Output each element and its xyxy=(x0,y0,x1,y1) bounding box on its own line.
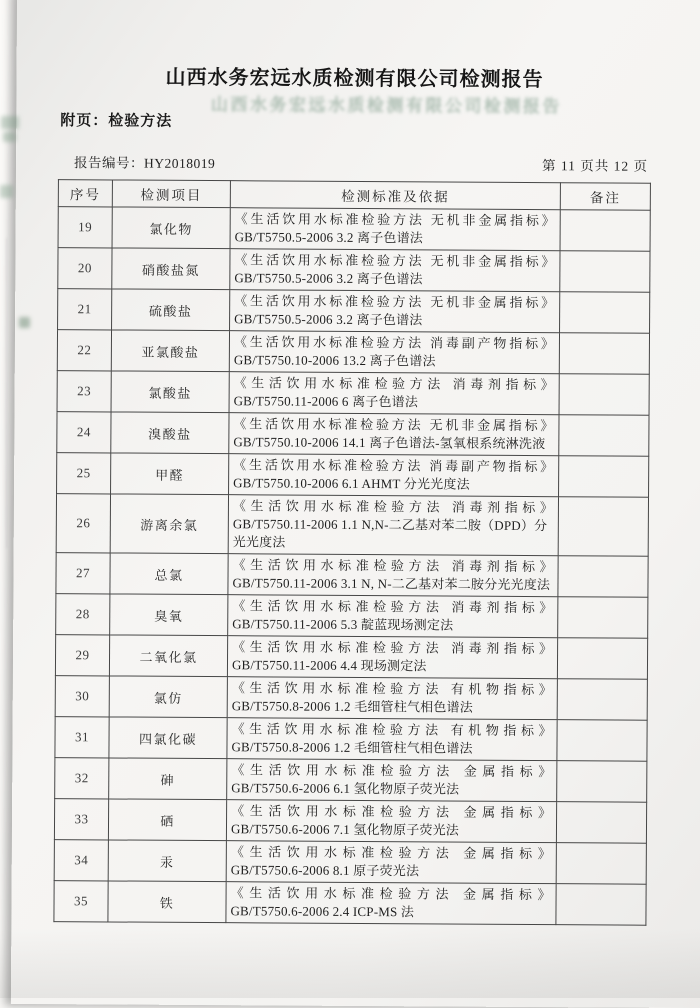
table-row xyxy=(54,881,646,926)
standard-title-line: 《生活饮用水标准检验方法 消毒剂指标》 xyxy=(232,639,554,657)
remark-cell xyxy=(559,333,649,375)
standard-title-line: 《生活饮用水标准检验方法 消毒剂指标》 xyxy=(232,498,554,516)
test-item-cell: 臭氧 xyxy=(110,594,228,636)
report-title: 山西水务宏远水质检测有限公司检测报告 xyxy=(165,66,544,92)
table-row xyxy=(56,594,648,639)
standard-title-line: 《生活饮用水标准检验方法 消毒副产物指标》 xyxy=(233,457,555,475)
bleedthrough-mark xyxy=(0,185,13,198)
remark-cell xyxy=(558,556,648,598)
attachment-subtitle: 附页：检验方法 xyxy=(60,112,173,130)
standard-method-line: GB/T5750.10-2006 14.1 离子色谱法-氢氧根系统淋洗液 xyxy=(233,434,546,452)
standard-cell xyxy=(227,718,557,761)
table-row xyxy=(56,494,648,557)
standard-method-line: GB/T5750.5-2006 3.2 离子色谱法 xyxy=(234,270,423,287)
table-row xyxy=(57,371,649,416)
standard-method-line: GB/T5750.11-2006 6 离子色谱法 xyxy=(233,393,419,410)
standard-cell xyxy=(228,495,558,556)
standard-title-line: 《生活饮用水标准检验方法 消毒副产物指标》 xyxy=(233,334,555,352)
remark-cell xyxy=(560,292,650,334)
standard-cell xyxy=(226,882,556,925)
remark-cell xyxy=(557,761,647,803)
table-row xyxy=(55,717,647,762)
table-row xyxy=(55,676,647,721)
standard-method-line: GB/T5750.8-2006 1.2 毛细管柱气相色谱法 xyxy=(231,698,474,715)
row-number-cell: 33 xyxy=(54,799,108,840)
standard-title-line: 《生活饮用水标准检验方法 消毒剂指标》 xyxy=(233,375,555,393)
report-number-value: HY2018019 xyxy=(144,155,216,172)
row-number-cell: 30 xyxy=(55,676,109,717)
standard-cell xyxy=(226,800,556,843)
bleedthrough-gridline xyxy=(6,238,7,548)
standard-cell xyxy=(229,372,559,415)
remark-cell xyxy=(559,456,649,498)
standard-method-line: GB/T5750.11-2006 1.1 N,N-二乙基对苯二胺（DPD）分光光度法 xyxy=(232,516,548,550)
methods-table-header xyxy=(58,180,650,211)
standard-cell xyxy=(228,554,558,597)
row-number-cell: 24 xyxy=(57,412,111,453)
row-number-cell: 23 xyxy=(57,371,111,412)
standard-title-line: 《生活饮用水标准检验方法 金属指标》 xyxy=(230,844,552,862)
standard-cell xyxy=(229,413,559,456)
remark-cell xyxy=(559,374,649,416)
table-row xyxy=(58,248,650,293)
standard-cell xyxy=(229,454,559,497)
col-header-standard: 检测标准及依据 xyxy=(230,181,560,210)
standard-cell xyxy=(229,331,559,374)
standard-cell xyxy=(227,677,557,720)
standard-method-line: GB/T5750.6-2006 6.1 氢化物原子荧光法 xyxy=(231,780,460,797)
standard-cell xyxy=(230,208,560,251)
standard-method-line: GB/T5750.10-2006 6.1 AHMT 分光光度法 xyxy=(233,475,470,492)
remark-cell xyxy=(556,843,646,885)
row-number-cell: 25 xyxy=(57,453,111,494)
methods-table xyxy=(53,179,651,926)
row-number-cell: 27 xyxy=(56,553,110,594)
table-row xyxy=(54,840,646,885)
paper-sheet xyxy=(11,0,700,1008)
remark-cell xyxy=(558,497,648,557)
remark-cell xyxy=(556,884,646,926)
test-item-cell: 总氯 xyxy=(110,553,228,595)
table-row xyxy=(58,207,650,252)
bleedthrough-title: 山西水务宏远水质检测有限公司检测报告 xyxy=(210,95,562,117)
test-item-cell: 二氧化氯 xyxy=(109,635,227,677)
col-header-no: 序号 xyxy=(58,180,112,207)
test-item-cell: 亚氯酸盐 xyxy=(111,330,229,372)
standard-title-line: 《生活饮用水标准检验方法 金属指标》 xyxy=(231,803,553,821)
remark-cell xyxy=(558,597,648,639)
standard-method-line: GB/T5750.6-2006 7.1 氢化物原子荧光法 xyxy=(230,821,460,838)
row-number-cell: 34 xyxy=(54,840,108,881)
standard-cell xyxy=(230,290,560,333)
test-item-cell: 氯酸盐 xyxy=(111,371,229,413)
col-header-item: 检测项目 xyxy=(112,180,230,208)
standard-title-line: 《生活饮用水标准检验方法 金属指标》 xyxy=(230,885,552,903)
standard-title-line: 《生活饮用水标准检验方法 无机非金属指标》 xyxy=(233,416,555,434)
test-item-cell: 氯化物 xyxy=(112,207,230,249)
standard-title-line: 《生活饮用水标准检验方法 无机非金属指标》 xyxy=(234,211,556,229)
remark-cell xyxy=(560,210,650,252)
row-number-cell: 29 xyxy=(55,635,109,676)
standard-method-line: GB/T5750.11-2006 4.4 现场测定法 xyxy=(231,657,427,674)
row-number-cell: 31 xyxy=(55,717,109,758)
remark-cell xyxy=(557,720,647,762)
test-item-cell: 砷 xyxy=(109,758,227,800)
standard-cell xyxy=(228,595,558,638)
remark-cell xyxy=(557,679,647,721)
test-item-cell: 溴酸盐 xyxy=(111,412,229,454)
standard-method-line: GB/T5750.5-2006 3.2 离子色谱法 xyxy=(234,229,424,246)
standard-title-line: 《生活饮用水标准检验方法 无机非金属指标》 xyxy=(234,252,556,270)
row-number-cell: 21 xyxy=(58,289,112,330)
row-number-cell: 22 xyxy=(57,330,111,371)
header-row xyxy=(58,180,650,211)
bleedthrough-mark xyxy=(1,116,19,129)
standard-method-line: GB/T5750.6-2006 8.1 原子荧光法 xyxy=(230,862,420,879)
table-row xyxy=(57,330,649,375)
test-item-cell: 硝酸盐氮 xyxy=(112,248,230,290)
test-item-cell: 汞 xyxy=(108,840,226,882)
table-row xyxy=(54,799,646,844)
table-row xyxy=(56,553,648,598)
standard-title-line: 《生活饮用水标准检验方法 金属指标》 xyxy=(231,762,553,780)
methods-table-body xyxy=(54,207,650,926)
test-item-cell: 硫酸盐 xyxy=(112,289,230,331)
standard-method-line: GB/T5750.10-2006 13.2 离子色谱法 xyxy=(233,352,436,369)
standard-cell xyxy=(227,759,557,802)
table-row xyxy=(57,453,649,498)
standard-title-line: 《生活饮用水标准检验方法 有机物指标》 xyxy=(231,680,553,698)
row-number-cell: 19 xyxy=(58,207,112,248)
standard-cell xyxy=(227,636,557,679)
standard-title-line: 《生活饮用水标准检验方法 有机物指标》 xyxy=(231,721,553,739)
row-number-cell: 20 xyxy=(58,248,112,289)
report-number xyxy=(74,151,215,172)
bleedthrough-mark xyxy=(19,317,30,328)
report-number-label: 报告编号： xyxy=(74,155,145,171)
standard-title-line: 《生活饮用水标准检验方法 消毒剂指标》 xyxy=(232,598,554,616)
meta-row xyxy=(58,151,650,175)
standard-method-line: GB/T5750.8-2006 1.2 毛细管柱气相色谱法 xyxy=(231,739,473,756)
standard-method-line: GB/T5750.11-2006 5.3 靛蓝现场测定法 xyxy=(232,616,454,633)
table-row xyxy=(58,289,650,334)
remark-cell xyxy=(557,638,647,680)
table-row xyxy=(57,412,649,457)
standard-title-line: 《生活饮用水标准检验方法 无机非金属指标》 xyxy=(234,293,556,311)
row-number-cell: 32 xyxy=(55,758,109,799)
test-item-cell: 硒 xyxy=(108,799,226,841)
remark-cell xyxy=(556,802,646,844)
remark-cell xyxy=(559,415,649,457)
row-number-cell: 35 xyxy=(54,881,108,922)
table-row xyxy=(55,635,647,680)
test-item-cell: 氯仿 xyxy=(109,676,227,718)
bleedthrough-mark xyxy=(3,132,16,142)
test-item-cell: 甲醛 xyxy=(111,453,229,495)
standard-title-line: 《生活饮用水标准检验方法 消毒剂指标》 xyxy=(232,557,554,575)
test-item-cell: 游离余氯 xyxy=(110,494,228,554)
test-item-cell: 四氯化碳 xyxy=(109,717,227,759)
row-number-cell: 26 xyxy=(56,494,110,553)
page-indicator: 第 11 页共 12 页 xyxy=(541,158,649,174)
row-number-cell: 28 xyxy=(56,594,110,635)
standard-cell xyxy=(230,249,560,292)
standard-method-line: GB/T5750.5-2006 3.2 离子色谱法 xyxy=(234,311,423,328)
standard-method-line: GB/T5750.11-2006 3.1 N, N-二乙基对苯二胺分光光度法 xyxy=(232,575,551,593)
standard-cell xyxy=(226,841,556,884)
col-header-remark: 备注 xyxy=(560,183,650,211)
standard-method-line: GB/T5750.6-2006 2.4 ICP-MS 法 xyxy=(230,903,415,920)
test-item-cell: 铁 xyxy=(108,881,226,923)
remark-cell xyxy=(560,251,650,293)
table-row xyxy=(55,758,647,803)
